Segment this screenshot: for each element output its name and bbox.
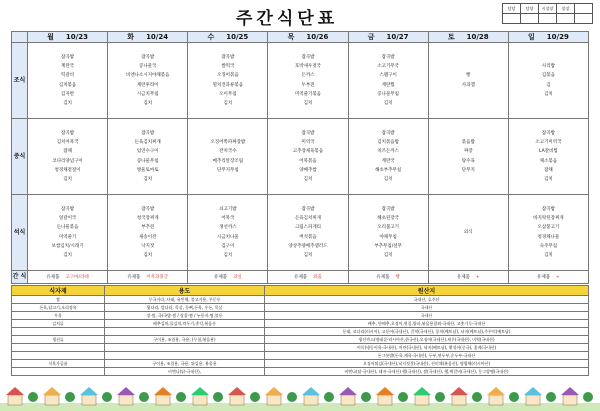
menu-item: 잡곡밥 <box>301 206 315 212</box>
tree-icon <box>213 392 223 402</box>
tree-icon <box>28 392 38 402</box>
menu-item: 김구이 <box>221 243 235 249</box>
snack-dairy: 유제품 <box>127 275 141 280</box>
menu-item: 돈까스 <box>301 73 315 79</box>
menu-item: 잡곡밥 <box>141 54 155 60</box>
menu-item: 쌀떡국 <box>221 63 235 69</box>
meal-row <box>12 195 589 271</box>
house-icon <box>339 387 357 405</box>
menu-item: 볶음밥 <box>461 139 475 145</box>
menu-item: 탕수육 <box>461 158 475 164</box>
snack-dairy: 유제품 <box>46 275 60 280</box>
menu-cell <box>268 195 348 271</box>
menu-item: 계란국 <box>381 158 395 164</box>
tree-icon <box>435 392 445 402</box>
menu-cell <box>348 119 428 195</box>
origin-cell-k <box>12 344 105 352</box>
day-date: 10/23 <box>65 33 88 41</box>
menu-item: 고추장제육볶음 <box>292 149 324 155</box>
menu-item: 보쌈김치/시래기 <box>51 243 84 249</box>
tree-icon <box>250 392 260 402</box>
menu-item: 미역줄기 <box>58 234 77 240</box>
menu-item: 김치 <box>63 101 72 107</box>
day-name: 목 <box>287 33 295 41</box>
origin-cell-u: 뒷다리, 앞다리, 목살, 등뼈,돈육, 우돈, 목살 <box>105 304 265 312</box>
day-name: 화 <box>127 33 135 41</box>
snack-cell <box>508 271 588 284</box>
house-icon <box>487 387 505 405</box>
menu-item: 미역국 <box>301 139 315 145</box>
menu-item: 김치 <box>383 253 393 259</box>
menu-item: 빵 <box>466 73 471 79</box>
day-name: 수 <box>207 33 215 41</box>
menu-item: 잔치국수 <box>219 149 237 155</box>
house-icon <box>561 387 579 405</box>
menu-item: 잡곡밥 <box>381 130 395 136</box>
tree-icon <box>546 392 556 402</box>
menu-item: 얼갈이국 <box>58 215 77 221</box>
page-title: 주간식단표 <box>236 9 339 29</box>
snack-dairy: 유제품 <box>456 275 470 280</box>
approval-sign-cell <box>521 14 539 24</box>
origin-row <box>12 360 589 368</box>
menu-item: 단무지 <box>461 167 475 173</box>
menu-cell <box>188 43 268 119</box>
menu-item: 오이무침 <box>219 91 237 97</box>
snack-cell <box>108 271 188 284</box>
tree-icon <box>102 392 112 402</box>
tree-icon <box>176 392 186 402</box>
menu-item: 계란국 <box>61 63 75 69</box>
origin-cell-o: 국내산, 호주산 <box>265 296 589 304</box>
menu-item: 바지락된장찌개 <box>533 215 564 221</box>
meal-label <box>12 43 28 119</box>
house-icon <box>302 387 320 405</box>
menu-item: 치즈돈까스 <box>377 149 399 155</box>
house-icon <box>450 387 468 405</box>
snack-dairy: 유제품 <box>294 275 308 280</box>
menu-item: 시금치나물 <box>216 234 239 240</box>
snack-other: 과일 <box>233 275 242 280</box>
origin-cell-o: 배추, 단배추,오징어,엿질,양파,볶음용참외-국내산, 고춧가루-국내산 <box>265 320 589 328</box>
tree-icon <box>324 392 334 402</box>
menu-item: 방울토마토 <box>136 167 159 173</box>
origin-cell-o: 어묵(냉동어육-국내산), 어란(국내산), 낙지(베트남), 황석어(중국), 꽃게(국내산) <box>265 344 589 352</box>
origin-cell-o: 돈그릇밥(돈육,계육-국내산), 두부,연두부,순두부-국내산 <box>265 352 589 360</box>
menu-item: 사리밥 <box>541 63 555 69</box>
house-icon <box>154 387 172 405</box>
day-name: 월 <box>47 33 54 41</box>
menu-item: 쇠고기밥 <box>219 206 237 212</box>
origin-cell-k: 생선류 <box>12 336 105 344</box>
menu-item: 김치 <box>544 91 553 97</box>
menu-item: 잡채 <box>63 149 72 155</box>
origin-cell-o: 오징어튀김(국내산),낙지젓갈(국내산), 진미채(볶음산), 명엽채(러시아산) <box>265 360 589 368</box>
approval-stamp-box <box>502 3 593 24</box>
snack-cell <box>428 271 508 284</box>
menu-item: 김자반 <box>61 91 75 97</box>
menu-item: 김치 <box>303 101 313 107</box>
approval-sign-cell <box>539 14 557 24</box>
menu-item: 김치볶음밥 <box>377 139 399 145</box>
menu-item: 김치 <box>223 101 233 107</box>
menu-cell <box>508 195 588 271</box>
origin-row <box>12 352 589 360</box>
day-date: 10/26 <box>306 33 329 41</box>
menu-item: 채소볶음 <box>539 158 558 164</box>
origin-cell-u: 무국거리, 사태, 유인채, 불고기용, 우둔등 <box>105 296 265 304</box>
meal-label-text: 조식 <box>13 76 26 84</box>
snack-cell <box>188 271 268 284</box>
menu-item: 단무지무침 <box>216 167 239 173</box>
menu-item: 청국장찌개 <box>136 215 159 221</box>
menu-item: 김치 <box>63 253 72 259</box>
tree-icon <box>583 392 593 402</box>
origin-cell-o: 국내산 <box>265 304 589 312</box>
menu-item: 버섯볶음 <box>299 234 317 240</box>
house-icon <box>265 387 283 405</box>
house-icon <box>524 387 542 405</box>
menu-item: 야채무침 <box>379 234 397 240</box>
approval-cell: 담당 <box>503 4 521 14</box>
menu-item: 생선까스 <box>219 225 237 231</box>
menu-item: 잡곡밥 <box>301 130 315 136</box>
day-date: 10/28 <box>466 33 489 41</box>
menu-cell <box>108 195 188 271</box>
day-header <box>508 32 588 43</box>
origin-header-row <box>12 286 589 296</box>
meal-label-text: 중식 <box>13 152 26 160</box>
day-date: 10/25 <box>226 33 249 41</box>
village-footer-illustration <box>0 383 600 411</box>
approval-cell: 담당 <box>521 4 539 14</box>
menu-item: 김치 <box>223 253 233 259</box>
menu-item: LA갈비찜 <box>539 149 558 155</box>
menu-item: 양상추양배추샐러드 <box>288 243 328 249</box>
approval-sign-cell <box>557 14 575 24</box>
menu-item: 소고기무국 <box>377 63 399 69</box>
menu-cell <box>108 119 188 195</box>
menu-item: 김치 <box>544 177 553 183</box>
menu-item: 짜장 <box>463 149 473 155</box>
menu-cell <box>508 119 588 195</box>
menu-item: 부추무침/설무 <box>374 243 402 249</box>
menu-item: 김치 <box>143 177 153 183</box>
origin-row <box>12 312 589 320</box>
tree-icon <box>361 392 371 402</box>
day-header-row <box>12 32 589 43</box>
menu-item: 청경채겉절이 <box>54 167 81 173</box>
menu-item: 김치 <box>63 177 72 183</box>
menu-item: 부추전 <box>141 225 155 231</box>
menu-item: 잡곡밥 <box>381 54 395 60</box>
menu-cell <box>268 119 348 195</box>
menu-item: 잡곡밥 <box>141 130 155 136</box>
menu-item: 시금치무침 <box>136 91 159 97</box>
menu-item: 잡곡밥 <box>61 130 75 136</box>
origin-cell-k <box>12 368 105 376</box>
menu-item: 잡곡밥 <box>541 206 555 212</box>
approval-cell: 시설장 <box>539 4 557 14</box>
menu-item: 메추리알장조림 <box>212 158 244 164</box>
menu-item: 김치 <box>303 177 313 183</box>
menu-item: 오징어볶음 <box>216 73 239 79</box>
menu-item: 청경채나물 <box>537 234 560 240</box>
snack-other: 빵 <box>395 275 400 280</box>
menu-cell <box>348 43 428 119</box>
origin-cell-k: 돈육,닭고기,오리정육 <box>12 304 105 312</box>
meal-label <box>12 195 28 271</box>
menu-cell <box>28 119 108 195</box>
meal-label <box>12 119 28 195</box>
approval-sign-cell <box>503 14 521 24</box>
snack-other: 고구마/라떼 <box>65 275 89 280</box>
approval-cell: 설장 <box>557 4 575 14</box>
house-icon <box>117 387 135 405</box>
menu-item: 김볶음 <box>541 73 555 79</box>
origin-header-use: 용도 <box>105 286 265 296</box>
origin-row <box>12 368 589 376</box>
origin-table <box>11 285 589 376</box>
snack-row <box>12 271 589 284</box>
origin-cell-o: 동태, 코다리(러시아), 고등어(국내산), 갈치(국내산), 꽁치(베트남), 낙지(베트남),주꾸미(베트남) <box>265 328 589 336</box>
menu-item: 콩나물무침 <box>136 158 159 164</box>
house-icon <box>80 387 98 405</box>
menu-item: 돈나물볶음 <box>56 225 79 231</box>
tree-icon <box>65 392 75 402</box>
origin-header-origin: 원산지 <box>265 286 589 296</box>
snack-cell <box>268 271 348 284</box>
origin-cell-u: 구이용, 조림용, 국용, (무침,볶음용) <box>105 336 265 344</box>
corner-cell <box>12 32 28 43</box>
menu-item: 계란후라이 <box>136 82 159 88</box>
approval-sign-cell <box>575 14 593 24</box>
origin-cell-k: 식육가공품 <box>12 360 105 368</box>
menu-item: 호박새우젓국 <box>294 63 322 69</box>
menu-item: 잡곡밥 <box>381 206 395 212</box>
snack-other: 외출 <box>313 275 322 280</box>
tree-icon <box>509 392 519 402</box>
menu-item: 어묵국 <box>221 215 235 221</box>
house-icon <box>191 387 209 405</box>
origin-cell-u <box>105 344 265 352</box>
tree-icon <box>472 392 482 402</box>
day-header <box>428 32 508 43</box>
weekly-menu-table <box>11 31 589 284</box>
house-icon <box>43 387 61 405</box>
house-icon <box>6 387 24 405</box>
origin-cell-u: 구이용, 조림용, 국용, 튀김용, 볶음용 <box>105 360 265 368</box>
menu-cell <box>508 43 588 119</box>
menu-item: 해초부추무침 <box>375 167 402 173</box>
menu-item: 소고기미역국 <box>535 139 562 145</box>
snack-other: 어묵과몽글 <box>146 275 169 280</box>
origin-cell-o: 국내산 <box>265 312 589 320</box>
menu-cell <box>348 195 428 271</box>
menu-item: 잡곡밥 <box>141 206 155 212</box>
menu-item: 잡곡밥 <box>301 54 315 60</box>
menu-item: 코다리양념구이 <box>52 158 83 164</box>
menu-item: 오징어쪽파짜장밥 <box>210 139 246 145</box>
origin-row <box>12 320 589 328</box>
origin-cell-u: 배추김치,물김치,깍두기,총각,볶음등 <box>105 320 265 328</box>
day-header <box>348 32 428 43</box>
snack-label: 간 식 <box>12 271 28 284</box>
origin-cell-k: 우육 <box>12 312 105 320</box>
origin-header-ingredient: 식자재 <box>12 286 105 296</box>
menu-cell <box>268 43 348 119</box>
origin-cell-u: 비엔나(닭-국내산), <box>105 368 265 376</box>
menu-item: 떡갈비 <box>61 73 75 79</box>
snack-dairy: 유제품 <box>376 275 390 280</box>
origin-cell-k: 김치류 <box>12 320 105 328</box>
origin-cell-u <box>105 328 265 336</box>
menu-item: 김치 <box>143 253 153 259</box>
snack-other: + <box>556 275 560 280</box>
menu-item: 잡곡밥 <box>61 206 75 212</box>
menu-item: 잡곡밥 <box>61 54 75 60</box>
menu-item: 두부전 <box>301 82 315 88</box>
menu-item: 비엔나소시지야채볶음 <box>125 73 170 79</box>
menu-item: 오삼불고기 <box>537 225 560 231</box>
origin-row <box>12 296 589 304</box>
snack-cell <box>348 271 428 284</box>
menu-cell <box>108 43 188 119</box>
menu-cell <box>28 43 108 119</box>
tree-icon <box>398 392 408 402</box>
menu-item: 김치 <box>303 253 313 259</box>
menu-item: 김치 <box>383 177 393 183</box>
menu-item: 양배추쌈 <box>299 167 317 173</box>
menu-cell <box>428 119 508 195</box>
menu-cell <box>28 195 108 271</box>
menu-item: 잡곡밥 <box>541 130 555 136</box>
origin-cell-k <box>12 328 105 336</box>
menu-item: 김치 <box>544 253 553 259</box>
menu-item: 계란찜 <box>381 82 395 88</box>
day-name: 금 <box>367 33 375 41</box>
origin-row <box>12 336 589 344</box>
meal-row <box>12 119 589 195</box>
menu-item: 돈육김치찌개 <box>294 215 322 221</box>
day-header <box>268 32 348 43</box>
day-name: 토 <box>447 33 455 41</box>
origin-cell-o: 비엔나(닭-국내산), 돼지-국내산) 햄(국내산), 쌀(국내산), 햄,떡갈비(국내산), 동그랑땡(국내산) <box>265 368 589 376</box>
menu-item: 김 <box>546 82 551 88</box>
menu-cell <box>188 195 268 271</box>
snack-cell <box>28 271 108 284</box>
menu-item: 잡곡밥 <box>221 54 235 60</box>
house-icon <box>228 387 246 405</box>
house-icon <box>376 387 394 405</box>
menu-item: 외식 <box>463 229 473 235</box>
menu-item: 해초된장국 <box>377 215 399 221</box>
snack-other: + <box>475 275 480 280</box>
meal-label-text: 석식 <box>13 228 26 236</box>
menu-item: 스팸구이 <box>379 73 397 79</box>
origin-row <box>12 304 589 312</box>
snack-dairy: 유제품 <box>213 275 228 280</box>
menu-item: 오리불고기 <box>377 225 399 231</box>
menu-item: 김치 <box>143 101 153 107</box>
menu-cell <box>428 43 508 119</box>
day-date: 10/27 <box>386 33 409 41</box>
day-header <box>188 32 268 43</box>
snack-dairy: 유제품 <box>537 275 551 280</box>
tree-icon <box>287 392 297 402</box>
menu-item: 콩나물무침 <box>377 91 399 97</box>
menu-item: 임연수구이 <box>136 149 159 155</box>
menu-item: 멸치견과류볶음 <box>212 82 244 88</box>
origin-cell-k <box>12 352 105 360</box>
menu-item: 낙지젓 <box>141 243 155 249</box>
menu-item: 돈육김치찌개 <box>134 139 161 145</box>
menu-cell <box>428 195 508 271</box>
origin-cell-u: 장·쌈, 국/국밥·찜 / 장찰·찜 / 누룽지·찜,볼등 <box>105 312 265 320</box>
menu-item: 잡채 <box>544 167 553 173</box>
origin-cell-o: 생선까스(명태살-러시아산,한국산),오징어(국내산),새우(국내산), 미역(국내산) <box>265 336 589 344</box>
origin-row <box>12 328 589 336</box>
day-name: 일 <box>528 33 535 41</box>
origin-cell-k: 쌀 <box>12 296 105 304</box>
menu-item: 숙주무침 <box>539 243 558 249</box>
menu-item: 김치볶음 <box>58 82 77 88</box>
menu-item: 사과잼 <box>461 82 475 88</box>
menu-item: 콩나물국 <box>139 63 157 69</box>
menu-item: 미역줄기볶음 <box>294 91 322 97</box>
day-date: 10/29 <box>546 33 569 41</box>
day-header <box>108 32 188 43</box>
menu-item: 김치어묵국 <box>56 139 79 145</box>
menu-item: 어묵볶음 <box>299 158 317 164</box>
menu-item: 새송이전 <box>139 234 157 240</box>
menu-cell <box>188 119 268 195</box>
day-date: 10/24 <box>146 33 169 41</box>
origin-cell-u <box>105 352 265 360</box>
menu-item: 크림스파게티 <box>294 225 322 231</box>
meal-row <box>12 43 589 119</box>
approval-cell <box>575 4 593 14</box>
house-icon <box>413 387 431 405</box>
origin-row <box>12 344 589 352</box>
menu-item: 김치 <box>383 101 393 107</box>
tree-icon <box>139 392 149 402</box>
day-header <box>28 32 108 43</box>
